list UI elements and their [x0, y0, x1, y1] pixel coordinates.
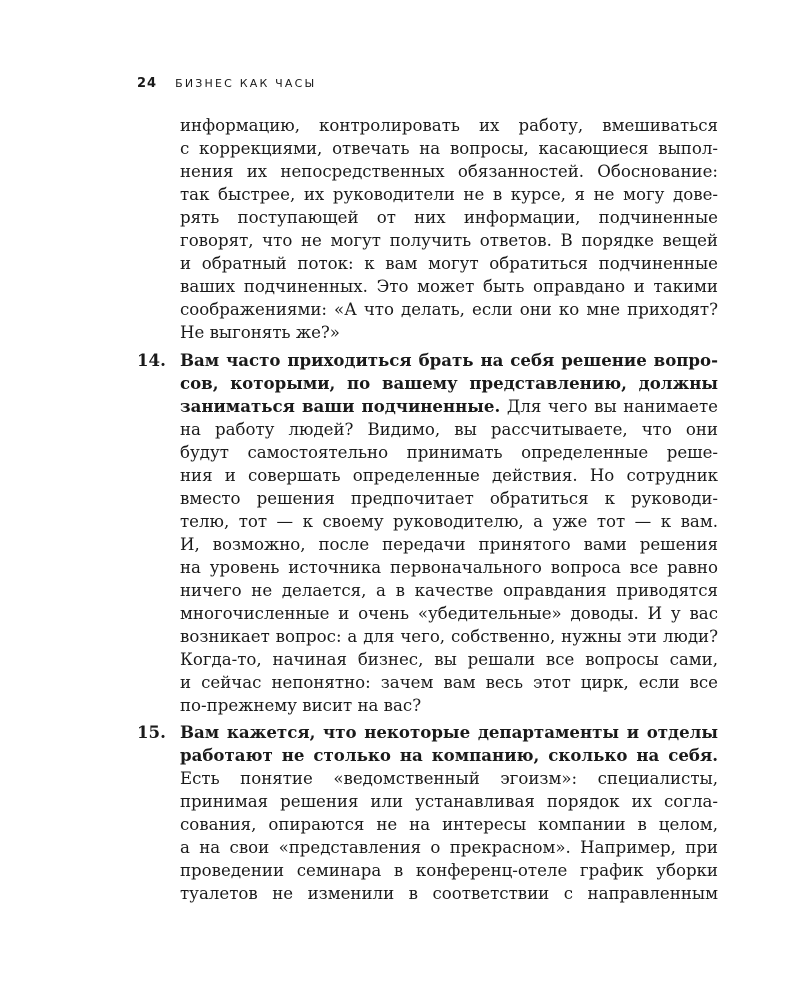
text-line: информацию, контролировать их работу, вмешиваться [180, 116, 718, 135]
body-text: возникает вопрос: а для чего, собственно, нужны эти люди? [180, 627, 718, 646]
list-item-line [180, 790, 718, 812]
text-line: соображениями: «А что делать, если они ко мне приходят? [180, 300, 718, 319]
list-item-line [180, 372, 718, 394]
body-text: и сейчас непонятно: зачем вам весь этот цирк, если все [180, 673, 718, 692]
text-line: и обратный поток: к вам могут обратиться подчиненные [180, 254, 718, 273]
list-item-line [180, 859, 718, 881]
list-item-line [180, 487, 718, 509]
running-header [137, 76, 316, 91]
body-text: будут самостоятельно принимать определенные реше- [180, 443, 718, 462]
list-item-line [180, 648, 718, 670]
list-item-line [180, 694, 421, 716]
text-line: рять поступающей от них информации, подчиненные [180, 208, 718, 227]
list-item-line [180, 813, 718, 835]
list-item-line [180, 395, 718, 417]
list-item-line [180, 464, 718, 486]
list-item-line [180, 721, 718, 743]
body-text: на работу людей? Видимо, вы рассчитываете, что они [180, 420, 718, 439]
list-item-line [180, 882, 718, 904]
list-item-line [180, 441, 718, 463]
body-text: телю, тот — к своему руководителю, а уже тот — к вам. [180, 512, 718, 531]
text-line: Не выгонять же?» [180, 323, 340, 342]
text-line: говорят, что не могут получить ответов. В порядке вещей [180, 231, 718, 250]
body-text: ничего не делается, а в качестве оправдания приводятся [180, 581, 718, 600]
text-line: с коррекциями, отвечать на вопросы, касающиеся выпол- [180, 139, 718, 158]
list-item-number: 15. [137, 722, 166, 742]
page-number: 24 [137, 76, 158, 91]
body-text: на уровень источника первоначального вопроса все равно [180, 558, 718, 577]
list-item-line [180, 625, 718, 647]
list-item-line [180, 767, 718, 789]
body-text: проведении семинара в конференц-отеле график уборки [180, 861, 718, 880]
text-line: ваших подчиненных. Это может быть оправдано и такими [180, 277, 718, 296]
emphasis-text: заниматься ваши подчиненные. [180, 396, 501, 416]
list-item-line [180, 556, 718, 578]
emphasis-text: Вам кажется, что некоторые департаменты и отделы [180, 722, 718, 742]
list-item-number: 14. [137, 350, 166, 370]
emphasis-text: Вам часто приходиться брать на себя решение вопро- [180, 350, 718, 370]
list-item-line [180, 418, 718, 440]
list-item-line [180, 579, 718, 601]
body-text: туалетов не изменили в соответствии с направленным [180, 884, 718, 903]
emphasis-text: сов, которыми, по вашему представлению, должны [180, 373, 718, 393]
list-item-line [180, 533, 718, 555]
list-item-line [180, 836, 718, 858]
body-text: ния и совершать определенные действия. Но сотрудник [180, 466, 718, 485]
body-text: И, возможно, после передачи принятого вами решения [180, 535, 718, 554]
body-text: вместо решения предпочитает обратиться к руководи- [180, 489, 718, 508]
body-text: Для чего вы нанимаете [500, 397, 718, 416]
body-text: Есть понятие «ведомственный эгоизм»: специалисты, [180, 769, 718, 788]
body-text: многочисленные и очень «убедительные» доводы. И у вас [180, 604, 718, 623]
body-text: Когда-то, начиная бизнес, вы решали все вопросы сами, [180, 650, 718, 669]
list-item-line [180, 744, 718, 766]
emphasis-text: работают не столько на компанию, сколько на себя. [180, 745, 718, 765]
list-item-line [180, 349, 718, 371]
body-text: принимая решения или устанавливая порядок их согла- [180, 792, 718, 811]
body-text: сования, опираются не на интересы компании в целом, [180, 815, 718, 834]
body-text: а на свои «представления о прекрасном». Например, при [180, 838, 718, 857]
list-item-line [180, 671, 718, 693]
text-line: так быстрее, их руководители не в курсе, я не могу дове- [180, 185, 718, 204]
list-item-line [180, 510, 718, 532]
text-line: нения их непосредственных обязанностей. Обоснование: [180, 162, 718, 181]
book-title: БИЗНЕС КАК ЧАСЫ [175, 77, 317, 90]
body-text: по-прежнему висит на вас? [180, 696, 422, 715]
list-item-line [180, 602, 718, 624]
